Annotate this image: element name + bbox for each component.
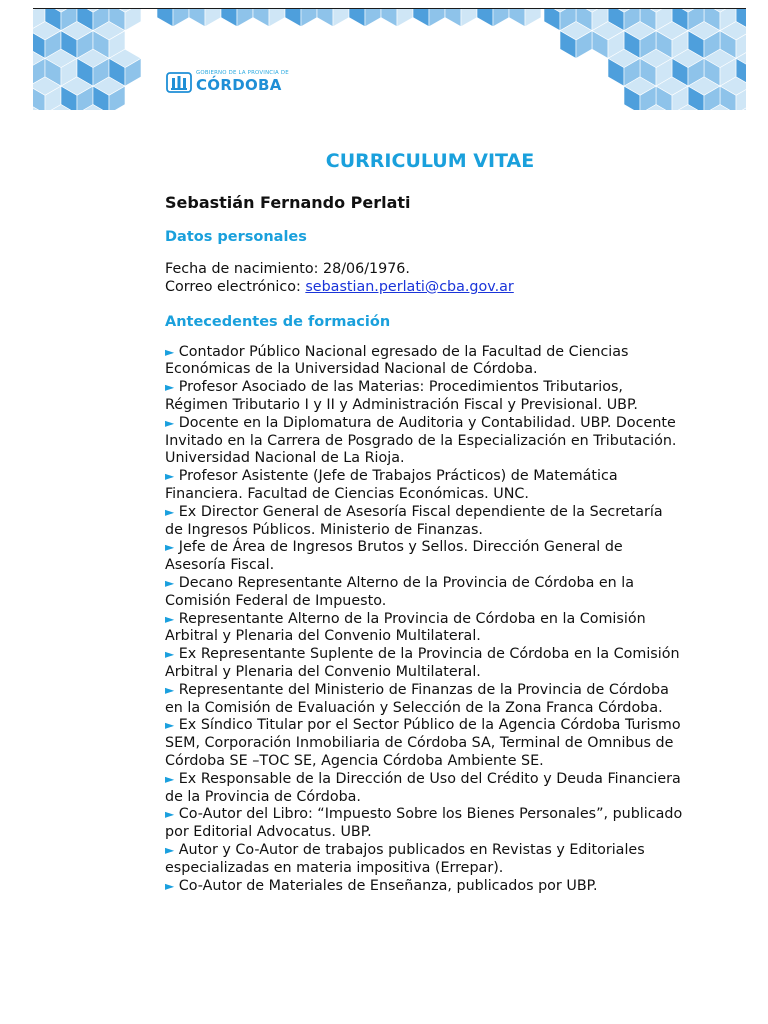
cube-face <box>189 9 205 27</box>
list-item-text: Decano Representante Alterno de la Provincia de Córdoba en la Comisión Federal de Impuesto. <box>165 574 635 609</box>
cube-face <box>461 9 477 27</box>
cube-face <box>429 9 445 27</box>
list-item-text: Ex Síndico Titular por el Sector Público de la Agencia Córdoba Turismo SEM, Corporación Inmobiliaria de Córdoba SA, Terminal de Omnibus de Córdoba SE –TOC SE, Agencia Córdoba Ambiente SE. <box>165 717 681 769</box>
bullet-arrow-icon: ► <box>165 718 175 733</box>
bullet-arrow-icon: ► <box>165 611 175 626</box>
bullet-arrow-icon: ► <box>165 771 175 786</box>
cube-face <box>205 9 221 27</box>
training-heading: Antecedentes de formación <box>165 313 391 330</box>
cube-face <box>509 9 525 27</box>
training-list <box>165 344 685 896</box>
list-item <box>165 504 685 540</box>
document-title: CURRICULUM VITAE <box>325 150 535 172</box>
bullet-arrow-icon: ► <box>165 682 175 697</box>
list-item-text: Representante del Ministerio de Finanzas de la Provincia de Córdoba en la Comisión de Evaluación y Selección de la Zona Franca Córdoba. <box>165 681 669 716</box>
list-item-text: Profesor Asistente (Jefe de Trabajos Prácticos) de Matemática Financiera. Facultad de Ciencias Económicas. UNC. <box>165 468 618 502</box>
cube-face <box>173 9 189 27</box>
list-item-text: Co-Autor de Materiales de Enseñanza, publicados por UBP. <box>174 877 598 894</box>
cube-face <box>397 9 413 27</box>
bullet-arrow-icon: ► <box>165 647 175 662</box>
cube-face <box>365 9 381 27</box>
cube-face <box>493 9 509 27</box>
bullet-arrow-icon: ► <box>165 415 175 430</box>
cube-face <box>544 9 560 31</box>
list-item-text: Ex Representante Suplente de la Provincia de Córdoba en la Comisión Arbitral y Plenaria del Convenio Multilateral. <box>165 646 680 680</box>
bullet-arrow-icon: ► <box>165 878 175 893</box>
list-item <box>165 575 685 611</box>
logo-title: CÓRDOBA <box>196 75 282 94</box>
cube-face <box>157 9 173 27</box>
list-item-text: Jefe de Área de Ingresos Brutos y Sellos. Dirección General de Asesoría Fiscal. <box>165 539 623 574</box>
cube-pattern-graphic <box>33 9 746 110</box>
email-link[interactable]: sebastian.perlati@cba.gov.ar <box>305 278 514 295</box>
list-item <box>165 806 685 842</box>
list-item-text: Contador Público Nacional egresado de la Facultad de Ciencias Económicas de la Universidad Nacional de Córdoba. <box>165 343 629 378</box>
list-item-text: Profesor Asociado de las Materias: Procedimientos Tributarios, Régimen Tributario I y II y Administración Fiscal y Previsional. UBP. <box>165 379 638 413</box>
logo-subtitle: GOBIERNO DE LA PROVINCIA DE <box>196 70 289 77</box>
cube-face <box>525 9 541 27</box>
bullet-arrow-icon: ► <box>165 504 175 519</box>
list-item <box>165 646 685 682</box>
bullet-arrow-icon: ► <box>165 344 175 359</box>
cube-face <box>349 9 365 27</box>
list-item <box>165 379 685 415</box>
cube-face <box>301 9 317 27</box>
list-item-text: Ex Director General de Asesoría Fiscal dependiente de la Secretaría de Ingresos Públicos. Ministerio de Finanzas. <box>165 503 663 538</box>
list-item-text: Representante Alterno de la Provincia de Córdoba en la Comisión Arbitral y Plenaria del Convenio Multilateral. <box>165 610 646 645</box>
bullet-arrow-icon: ► <box>165 575 175 590</box>
list-item <box>165 842 685 878</box>
cube-face <box>333 9 349 27</box>
list-item <box>165 771 685 807</box>
bullet-arrow-icon: ► <box>165 469 175 484</box>
list-item-text: Autor y Co-Autor de trabajos publicados en Revistas y Editoriales especializadas en materia impositiva (Errepar). <box>165 841 645 876</box>
birth-date: Fecha de nacimiento: 28/06/1976. <box>165 261 410 277</box>
bullet-arrow-icon: ► <box>165 380 175 395</box>
list-item <box>165 717 685 770</box>
cube-face <box>269 9 285 27</box>
cube-face <box>125 9 141 31</box>
list-item <box>165 682 685 718</box>
list-item <box>165 344 685 380</box>
list-item <box>165 878 685 896</box>
personal-data-heading: Datos personales <box>165 229 307 245</box>
cube-face <box>221 9 237 27</box>
cv-document <box>165 150 685 895</box>
list-item-text: Co-Autor del Libro: “Impuesto Sobre los Bienes Personales”, publicado por Editorial Advocatus. UBP. <box>165 806 683 841</box>
list-item <box>165 611 685 647</box>
person-name: Sebastián Fernando Perlati <box>165 193 411 212</box>
bullet-arrow-icon: ► <box>165 540 175 555</box>
cube-face <box>413 9 429 27</box>
cube-face <box>253 9 269 27</box>
list-item <box>165 415 685 468</box>
cube-face <box>381 9 397 27</box>
header-banner <box>33 9 746 110</box>
cube-face <box>477 9 493 27</box>
cube-face <box>317 9 333 27</box>
cube-face <box>445 9 461 27</box>
list-item-text: Docente en la Diplomatura de Auditoria y Contabilidad. UBP. Docente Invitado en la Carrera de Posgrado de la Especialización en Tributación. Universidad Nacional de La Rioja. <box>165 414 677 467</box>
bullet-arrow-icon: ► <box>165 842 175 857</box>
email-label: Correo electrónico: <box>165 278 306 295</box>
cordoba-logo <box>166 70 289 94</box>
list-item <box>165 468 685 504</box>
list-item-text: Ex Responsable de la Dirección de Uso del Crédito y Deuda Financiera de la Provincia de Córdoba. <box>165 770 681 805</box>
shield-logo-icon <box>166 70 192 94</box>
cube-face <box>285 9 301 27</box>
email-line <box>165 279 685 297</box>
list-item <box>165 539 685 575</box>
bullet-arrow-icon: ► <box>165 807 175 822</box>
personal-data <box>165 261 685 297</box>
cube-face <box>237 9 253 27</box>
